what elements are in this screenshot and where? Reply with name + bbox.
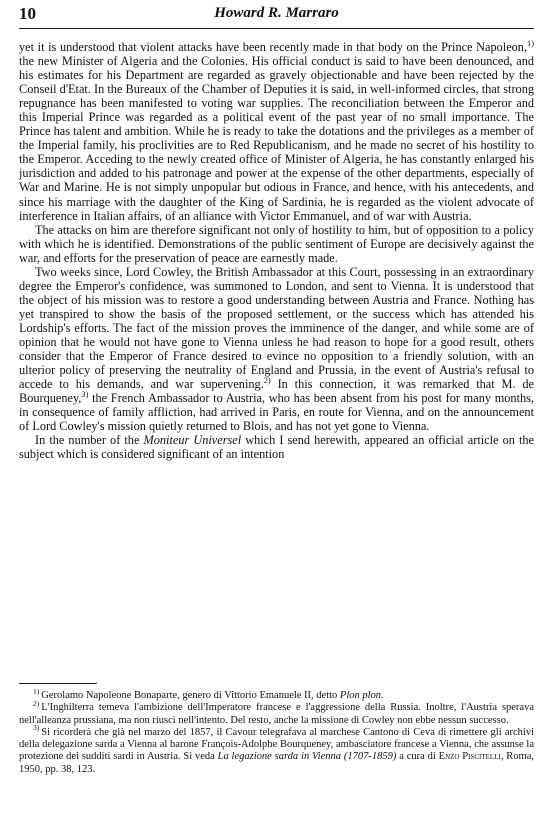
running-head: Howard R. Marraro — [214, 5, 339, 21]
footnote-3-text-b: a cura di — [396, 751, 439, 763]
header-rule — [19, 28, 534, 29]
footnote-2 — [19, 698, 534, 727]
body-text — [19, 40, 534, 461]
footnote-3-text-a: Si ricorderà che già nel marzo del 1857, il Cavour telegrafava al marchese Cantono di Ceva di rimettere gli archivi della delegazione sarda a Vienna al barone François-Adolphe Bourqueney, ambasciatore francese a Vienna, che assunse la protezione dei sudditi sardi in Austria. Si veda — [19, 726, 534, 763]
paragraph-1-text-b: the new Minister of Algeria and the Colonies. His official conduct is said to have been denounced, and his estimates for his Department are regarded as gravely objectionable and have been rejected by the Conseil d'Etat. In the Bureaux of the Chamber of Deputies it is said, in well-informed circles, that strong repugnance has been manifested to voting war supplies. The reconciliation between the Emperor and this Imperial Prince was regarded as a political event of the past year of no small importance. The Prince has talent and ambition. While he is ready to take the dotations and the privileges as a member of the Imperial family, his proclivities are to Red Republicanism, and he made no secret of his hostility to the Emperor. Acceding to the newly created office of Minister of Algeria, he has constantly enlarged his jurisdiction and added to his patronage and power at the expense of the other departments, especially of War and Marine. He is not simply unpopular but odious in France, and hence, with his antecedents, and since his marriage with the daughter of the King of Sardinia, he is regarded as the violent advocate of interference in Italian affairs, of an alliance with Victor Emmanuel, and of war with Austria. — [19, 54, 534, 223]
paragraph-3-text-a: Two weeks since, Lord Cowley, the British Ambassador at this Court, possessing in an extraordinary degree the Emperor's confidence, was summoned to London, and sent to Vienna. It is understood that the object of his mission was to restore a good understanding between Austria and France. Nothing has yet transpired to show the basis of the proposed settlement, or the success which has attended his Lordship's efforts. The fact of the mission proves the imminence of the danger, and while some are of opinion that he would not have gone to Vienna unless he had reason to hope for a good result, others consider that the Emperor of France desired to evince no opposition to a friendly solution, with an ulterior policy of preserving the neutrality of England and Prussia, in the event of Austria's refusal to accede to his demands, and war supervening. — [19, 264, 534, 392]
footnote-2-mark: 2) — [33, 698, 40, 708]
paragraph-4-text-b: which I send herewith, appeared an official article on the subject which is considered significant of an intention — [19, 433, 534, 462]
paragraph-3-text-b: In this connection, it was remarked that M. de Bourqueney, — [19, 377, 535, 406]
footnote-1-text: Gerolamo Napoleone Bonaparte, genero di Vittorio Emanuele II, detto — [41, 690, 340, 701]
paragraph-3-text-c: the French Ambassador to Austria, who has been absent from his post for many months, in consequence of family affliction, had arrived in Paris, en route for Vienna, and on the announcement of Lord Cowley's mission quietly returned to Blois, and has not yet gone to Vienna. — [19, 391, 534, 434]
paragraph-4 — [19, 433, 534, 461]
paragraph-1-text-a: yet it is understood that violent attacks have been recently made in that body on the Prince Napoleon, — [19, 40, 528, 54]
footnote-separator — [19, 683, 97, 684]
footnote-3-mark: 3) — [33, 723, 40, 733]
page-number: 10 — [19, 4, 36, 23]
footnote-1-mark: 1) — [33, 686, 40, 696]
footnote-1-italic: Plon plon. — [339, 690, 384, 701]
footnote-3-text-c: , Roma, 1950, pp. 38, 123. — [19, 751, 534, 775]
footnote-3-book-title: La legazione sarda in Vienna (1707-1859) — [217, 751, 397, 763]
footnote-ref-1[interactable]: 1) — [527, 38, 534, 48]
paragraph-3 — [19, 265, 534, 434]
paragraph-1 — [19, 40, 534, 223]
page-header — [19, 4, 534, 26]
footnote-ref-3[interactable]: 3) — [81, 390, 89, 400]
paragraph-2: The attacks on him are therefore significant not only of hostility to him, but of opposition to a policy with which he is identified. Demonstrations of the public sentiment of Europe are decisively against the war, and efforts for the preservation of peace are earnestly made. — [19, 222, 534, 265]
footnote-3 — [19, 723, 534, 776]
footnote-2-text: L'Inghilterra temeva l'ambizione dell'Imperatore francese e l'aggressione della Russia. Inoltre, l'Austria sperava nell'alleanza prussiana, ma non riuscì nell'intento. Del resto, anche la missione di Cowley non ebbe nessun successo. — [19, 702, 534, 726]
footnote-ref-2[interactable]: 2) — [263, 376, 271, 386]
footnotes — [19, 686, 534, 776]
paragraph-4-text-a: In the number of the — [35, 433, 144, 448]
page — [19, 0, 534, 831]
footnote-3-author: Enzo Piscitelli — [438, 751, 501, 763]
footnote-1 — [19, 686, 534, 702]
newspaper-title: Moniteur Universel — [143, 433, 242, 448]
